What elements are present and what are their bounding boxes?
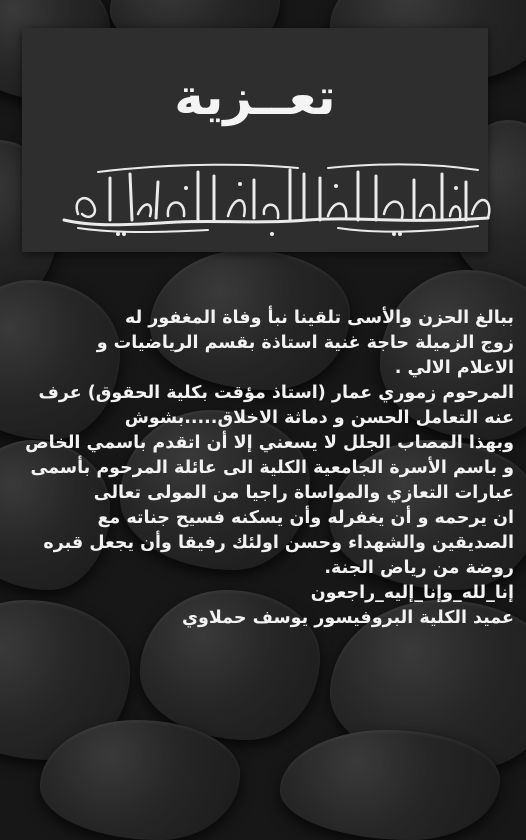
message-line: و باسم الأسرة الجامعية الكلية الى عائلة المرحوم بأسمى: [30, 458, 514, 478]
page-title: تعــزية: [174, 68, 336, 126]
message-line: الصديقين والشهداء وحسن اولئك رفيقا وأن يجعل قبره: [43, 533, 514, 553]
condolence-message: [25, 306, 514, 631]
message-line: إنا_لله_وإنا_إليه_راجعون: [310, 583, 514, 603]
message-line: عبارات التعازي والمواساة راجيا من المولى تعالى: [93, 483, 514, 503]
message-line: ان يرحمه و أن يغفرله وأن يسكنه فسيح جناته مع: [97, 508, 514, 528]
signature-line: عميد الكلية البروفيسور يوسف حملاوي: [181, 608, 514, 628]
message-line: روضة من رياض الجنة.: [324, 558, 514, 578]
message-line: عنه التعامل الحسن و دماثة الاخلاق.....بشوش: [124, 408, 514, 428]
message-line: الاعلام الالي .: [394, 358, 514, 378]
message-line: المرحوم زموري عمار (استاذ مؤقت بكلية الحقوق) عرف: [38, 383, 514, 403]
quran-verse-calligraphy: [58, 158, 496, 242]
message-line: وبهذا المصاب الجلل لا يسعني إلا أن اتقدم باسمي الخاص: [25, 433, 514, 453]
message-line: زوج الزميلة حاجة غنية استاذة بقسم الرياضيات و: [96, 333, 514, 353]
message-line: ببالغ الحزن والأسى تلقينا نبأ وفاة المغفور له: [125, 308, 514, 328]
header-panel: [22, 28, 488, 252]
